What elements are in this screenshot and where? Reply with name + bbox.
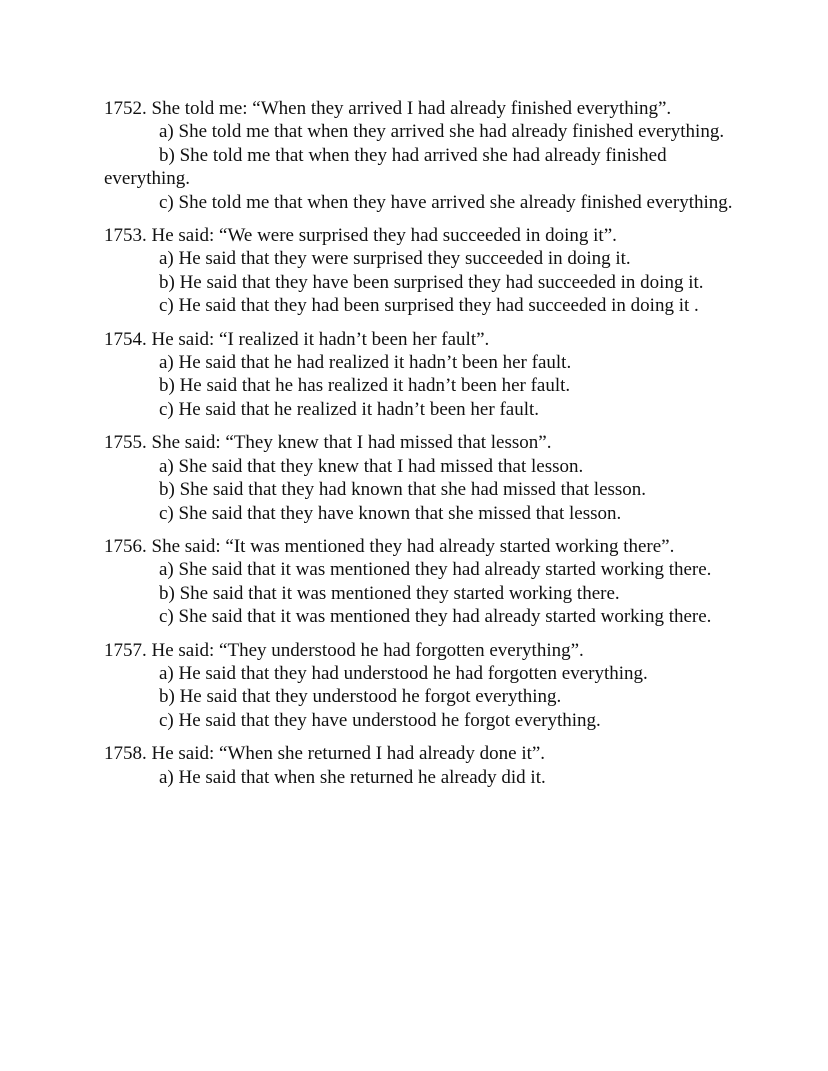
- question-stem: 1753. He said: “We were surprised they had succeeded in doing it”.: [104, 225, 617, 247]
- question-stem: 1758. He said: “When she returned I had already done it”.: [104, 743, 546, 765]
- option-b: b) He said that he has realized it hadn’t been her fault.: [159, 375, 571, 397]
- option-b: b) She said that they had known that she had missed that lesson.: [159, 479, 647, 501]
- question-1752: [104, 97, 744, 214]
- question-stem: 1752. She told me: “When they arrived I had already finished everything”.: [104, 98, 672, 119]
- question-1755: [104, 431, 744, 525]
- question-stem: 1756. She said: “It was mentioned they had already started working there”.: [104, 535, 675, 557]
- option-b: b) He said that they understood he forgot everything.: [159, 686, 562, 708]
- option-c: c) He said that they have understood he forgot everything.: [159, 709, 601, 731]
- option-a: a) He said that they had understood he had forgotten everything.: [159, 662, 648, 684]
- option-b: b) He said that they have been surprised they had succeeded in doing it.: [159, 271, 704, 293]
- option-c: c) She told me that when they have arrived she already finished everything.: [159, 191, 733, 213]
- option-a: a) He said that he had realized it hadn’t been her fault.: [159, 352, 572, 374]
- option-a: a) She told me that when they arrived she had already finished everything.: [159, 121, 725, 143]
- question-stem: 1754. He said: “I realized it hadn’t been her fault”.: [104, 328, 490, 350]
- option-c: c) She said that it was mentioned they had already started working there.: [159, 606, 712, 628]
- question-1758: [104, 742, 744, 789]
- option-a: a) She said that they knew that I had missed that lesson.: [159, 455, 584, 477]
- option-b: b) She said that it was mentioned they started working there.: [159, 582, 620, 604]
- question-1753: [104, 224, 744, 318]
- option-c: c) She said that they have known that she missed that lesson.: [159, 502, 622, 524]
- question-stem: 1755. She said: “They knew that I had missed that lesson”.: [104, 432, 552, 454]
- question-1756: [104, 535, 744, 629]
- question-1754: [104, 328, 744, 422]
- option-c: c) He said that he realized it hadn’t been her fault.: [159, 398, 540, 420]
- question-1757: [104, 639, 744, 733]
- option-a: a) She said that it was mentioned they had already started working there.: [159, 559, 712, 581]
- exercise-page: [104, 97, 744, 799]
- option-a: a) He said that when she returned he already did it.: [159, 766, 546, 788]
- option-c: c) He said that they had been surprised they had succeeded in doing it .: [159, 295, 699, 317]
- question-stem: 1757. He said: “They understood he had forgotten everything”.: [104, 639, 584, 661]
- option-a: a) He said that they were surprised they succeeded in doing it.: [159, 248, 631, 270]
- option-b: b) She told me that when they had arrived she had already finished everything.: [104, 144, 667, 190]
